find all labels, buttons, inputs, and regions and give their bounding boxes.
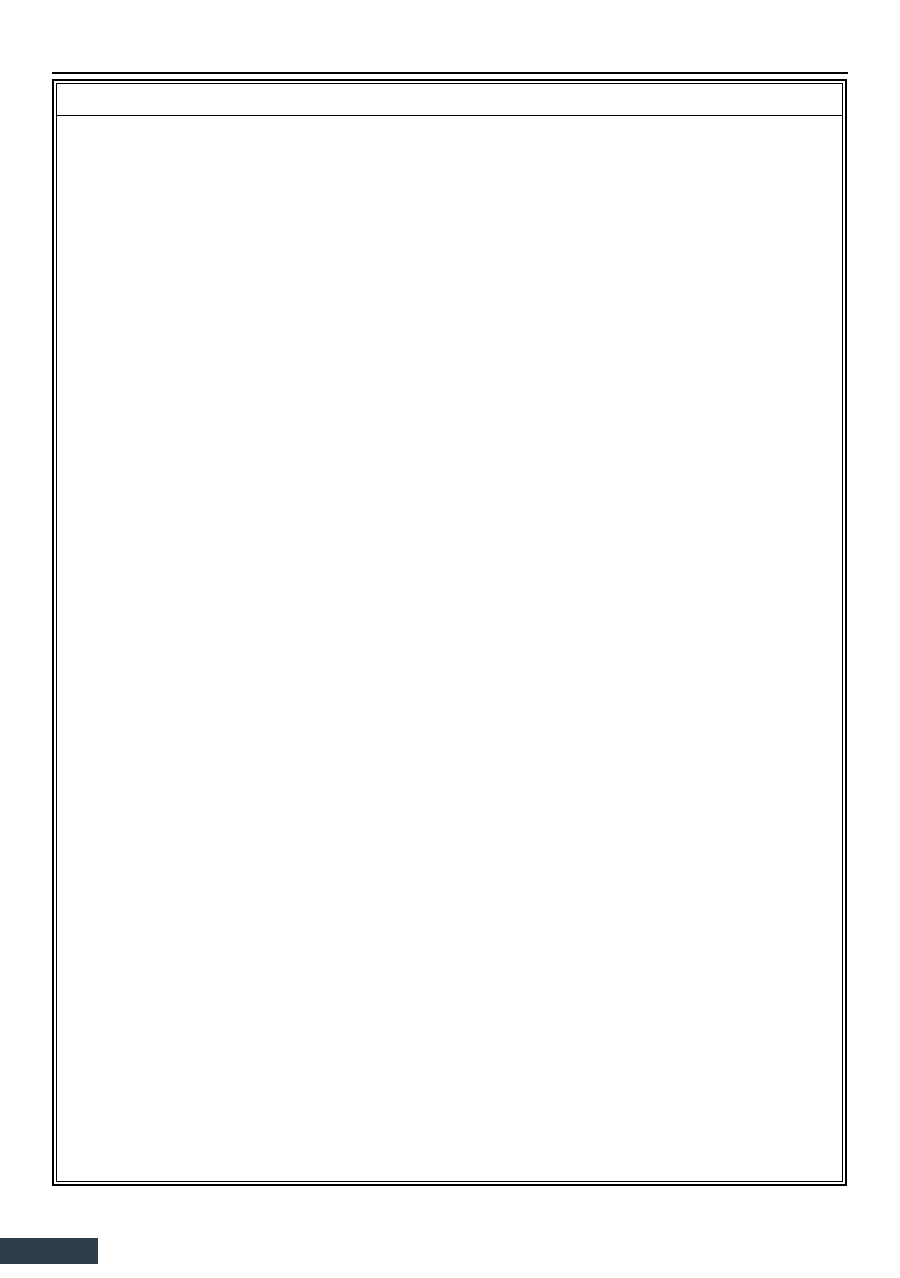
table-header [57,84,842,116]
site-watermark [0,1238,98,1264]
title-underline [52,72,848,74]
table-inner-border [56,83,843,1182]
institutions-table [52,79,847,1186]
